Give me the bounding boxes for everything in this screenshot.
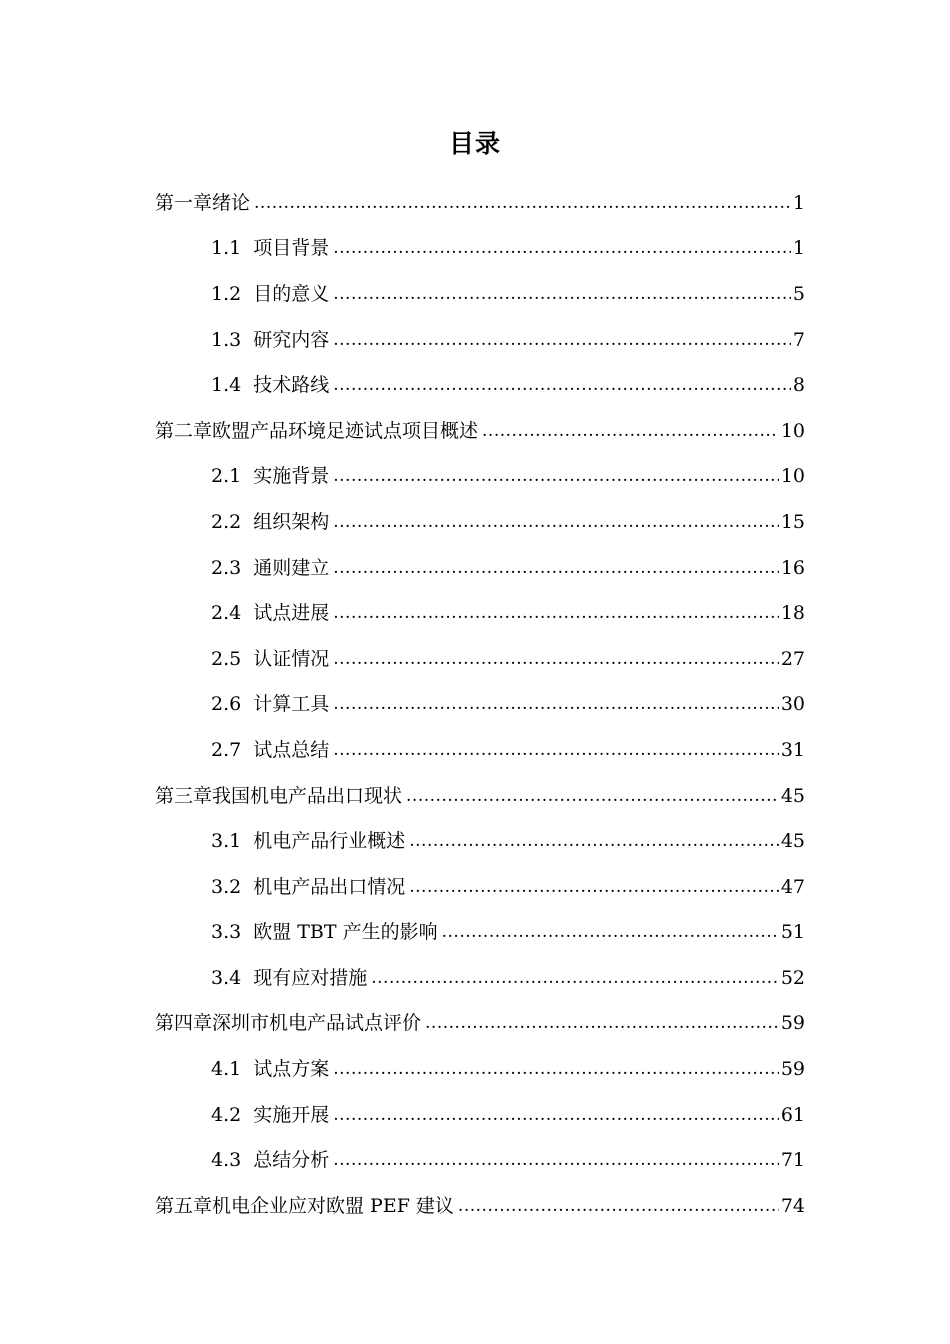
toc-entry-number: 2.4 (211, 602, 242, 625)
toc-section-entry[interactable] (0, 362, 950, 408)
toc-entry-label: 欧盟 TBT 产生的影响 (253, 921, 438, 944)
toc-entry-page-number: 8 (792, 374, 805, 397)
toc-dot-leader (333, 738, 779, 762)
toc-entry-page-number: 61 (780, 1103, 805, 1126)
toc-section-entry[interactable] (0, 864, 950, 910)
toc-entry-number: 3.1 (211, 830, 242, 853)
toc-section-entry[interactable] (0, 818, 950, 864)
toc-dot-leader (333, 647, 779, 671)
toc-section-entry[interactable] (0, 499, 950, 545)
toc-entry-label: 计算工具 (253, 693, 330, 716)
toc-section-entry[interactable] (0, 955, 950, 1001)
toc-title: 目录 (448, 129, 501, 158)
toc-entry-number: 2.2 (211, 510, 242, 533)
toc-entry-page-number: 1 (792, 237, 805, 260)
toc-section-entry[interactable] (0, 317, 950, 363)
toc-entry-label: 第二章欧盟产品环境足迹试点项目概述 (155, 419, 479, 442)
toc-entry-label: 试点总结 (253, 738, 330, 761)
toc-entry-label: 第五章机电企业应对欧盟 PEF 建议 (155, 1194, 454, 1217)
toc-entry-label: 试点方案 (253, 1058, 330, 1081)
toc-section-entry[interactable] (0, 590, 950, 636)
toc-entry-label: 总结分析 (253, 1149, 330, 1172)
toc-dot-leader (333, 510, 779, 534)
toc-section-entry[interactable] (0, 636, 950, 682)
toc-dot-leader (409, 875, 779, 899)
toc-section-entry[interactable] (0, 226, 950, 272)
toc-dot-leader (425, 1011, 779, 1035)
toc-entry-number: 1.3 (211, 328, 242, 351)
toc-dot-leader (333, 556, 779, 580)
toc-entry-page-number: 5 (792, 282, 805, 305)
toc-entry-label: 技术路线 (253, 374, 330, 397)
toc-entry-number: 3.2 (211, 875, 242, 898)
toc-section-entry[interactable] (0, 682, 950, 728)
toc-entry-label: 项目背景 (253, 237, 330, 260)
toc-entry-page-number: 45 (780, 830, 805, 853)
toc-dot-leader (333, 236, 791, 260)
toc-entry-label: 目的意义 (253, 282, 330, 305)
toc-entry-page-number: 10 (780, 419, 805, 442)
toc-section-entry[interactable] (0, 910, 950, 956)
toc-entry-number: 3.3 (211, 921, 242, 944)
toc-chapter-entry[interactable] (0, 773, 950, 819)
toc-list (0, 180, 950, 1229)
toc-dot-leader (333, 373, 791, 397)
toc-entry-page-number: 30 (780, 693, 805, 716)
toc-entry-number: 2.6 (211, 693, 242, 716)
toc-entry-number: 2.7 (211, 738, 242, 761)
toc-chapter-entry[interactable] (0, 1183, 950, 1229)
toc-section-entry[interactable] (0, 1137, 950, 1183)
toc-entry-label: 机电产品行业概述 (253, 830, 406, 853)
toc-dot-leader (333, 1148, 779, 1172)
toc-entry-label: 认证情况 (253, 647, 330, 670)
toc-entry-page-number: 45 (780, 784, 805, 807)
toc-entry-number: 1.1 (211, 237, 242, 260)
toc-dot-leader (333, 328, 791, 352)
toc-chapter-entry[interactable] (0, 180, 950, 226)
toc-entry-number: 2.1 (211, 465, 242, 488)
toc-entry-page-number: 15 (780, 510, 805, 533)
toc-entry-page-number: 7 (792, 328, 805, 351)
toc-entry-page-number: 59 (780, 1058, 805, 1081)
toc-dot-leader (458, 1194, 779, 1218)
toc-entry-label: 实施背景 (253, 465, 330, 488)
toc-dot-leader (409, 829, 779, 853)
toc-entry-number: 4.1 (211, 1058, 242, 1081)
toc-entry-label: 机电产品出口情况 (253, 875, 406, 898)
toc-dot-leader (406, 784, 779, 808)
toc-dot-leader (482, 419, 779, 443)
toc-dot-leader (333, 1103, 779, 1127)
toc-entry-page-number: 18 (780, 602, 805, 625)
toc-entry-label: 实施开展 (253, 1103, 330, 1126)
toc-section-entry[interactable] (0, 271, 950, 317)
toc-entry-page-number: 27 (780, 647, 805, 670)
toc-entry-page-number: 74 (780, 1194, 805, 1217)
toc-dot-leader (254, 191, 791, 215)
toc-entry-page-number: 51 (780, 921, 805, 944)
toc-entry-number: 4.3 (211, 1149, 242, 1172)
toc-dot-leader (333, 692, 779, 716)
toc-section-entry[interactable] (0, 1092, 950, 1138)
toc-dot-leader (333, 282, 791, 306)
toc-dot-leader (333, 1057, 779, 1081)
toc-entry-label: 研究内容 (253, 328, 330, 351)
toc-section-entry[interactable] (0, 727, 950, 773)
toc-dot-leader (371, 966, 779, 990)
toc-entry-page-number: 16 (780, 556, 805, 579)
toc-entry-label: 第四章深圳市机电产品试点评价 (155, 1012, 422, 1035)
toc-dot-leader (333, 601, 779, 625)
toc-entry-page-number: 47 (780, 875, 805, 898)
toc-section-entry[interactable] (0, 454, 950, 500)
toc-entry-number: 4.2 (211, 1103, 242, 1126)
toc-chapter-entry[interactable] (0, 1001, 950, 1047)
toc-dot-leader (333, 464, 779, 488)
toc-entry-number: 3.4 (211, 966, 242, 989)
toc-entry-label: 试点进展 (253, 602, 330, 625)
toc-entry-number: 1.2 (211, 282, 242, 305)
toc-entry-label: 组织架构 (253, 510, 330, 533)
toc-entry-label: 第一章绪论 (155, 191, 251, 214)
toc-entry-page-number: 52 (780, 966, 805, 989)
toc-entry-label: 第三章我国机电产品出口现状 (155, 784, 403, 807)
toc-entry-label: 通则建立 (253, 556, 330, 579)
toc-section-entry[interactable] (0, 1046, 950, 1092)
toc-entry-page-number: 10 (780, 465, 805, 488)
toc-entry-number: 1.4 (211, 374, 242, 397)
toc-entry-page-number: 59 (780, 1012, 805, 1035)
toc-dot-leader (442, 920, 779, 944)
toc-entry-number: 2.3 (211, 556, 242, 579)
toc-entry-page-number: 1 (792, 191, 805, 214)
toc-entry-label: 现有应对措施 (253, 966, 368, 989)
toc-chapter-entry[interactable] (0, 408, 950, 454)
toc-entry-page-number: 31 (780, 738, 805, 761)
toc-entry-number: 2.5 (211, 647, 242, 670)
toc-section-entry[interactable] (0, 545, 950, 591)
toc-entry-page-number: 71 (780, 1149, 805, 1172)
